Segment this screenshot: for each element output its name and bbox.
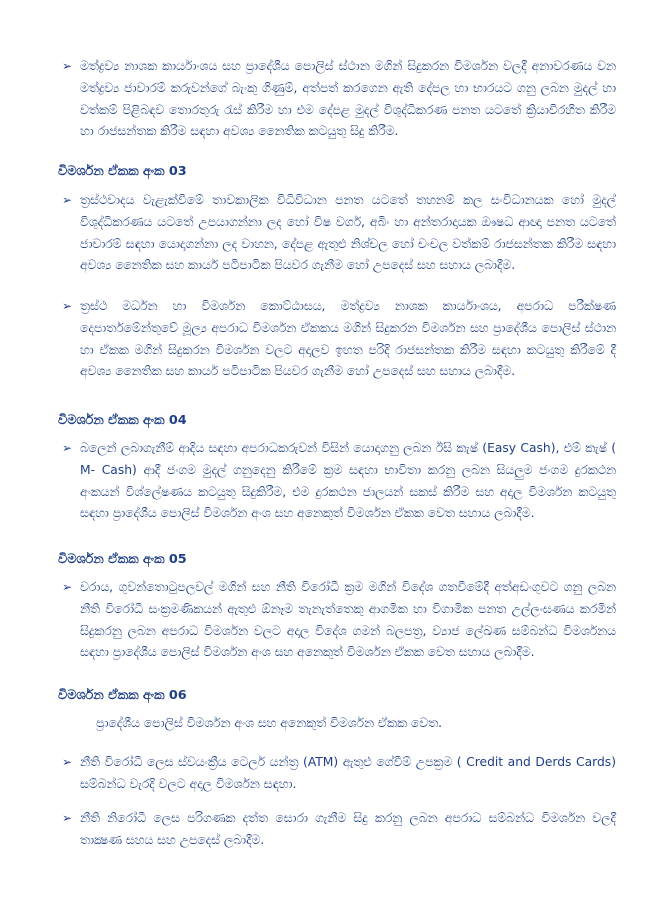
bullet-arrow-icon: ➢ — [62, 441, 73, 455]
section-heading: විමර්ශන ඒකක අංක 04 — [58, 413, 187, 428]
paragraph-text: ත්‍රස්ථවාදය වැළැක්වීමේ තාවකාලික විධිවිධාන පනත යටතේ තහනම් කල සංවිධානයක හෝ මුදල් විශුද්ධිකරණය යටතේ උපයාගන්නා ලද හෝ විෂ වර්ග, අබිං හා අන්තරාදායක ඖෂධ ආඥා පනත යටතේ ජාවාරම් සඳහා යොදාගන්නා ලද වාහන, දේපළ ඇතුළු නිශ්චල හෝ චංචල වත්කම් රාජසන්තක කිරීම සඳහා අවශ්‍ය නෛතික සහ කාර්ය පටිපාටික පියවර ගැනීම හෝ උපදෙස් සහ සහාය ලබාදීම. — [80, 193, 616, 273]
bullet-arrow-icon: ➢ — [62, 299, 73, 313]
bullet-arrow-icon: ➢ — [62, 59, 73, 73]
plain-paragraph: ප්‍රාදේශීය පොලිස් විමර්ශන අංශ සහ අනෙකුත් විමර්ශන ඒකක වෙත. — [96, 716, 443, 730]
bullet-item — [62, 190, 616, 277]
paragraph-text: මත්ද්‍රව්‍ය නාශක කාර්යාංශය සහ ප්‍රාදේශීය පොලිස් ස්ථාන මගින් සිදුකරන විමර්ශන වලදී අනාවරණය වන මත්ද්‍රව්‍ය ජාවාරම් කරුවන්ගේ බැංකු ගිණුම්, අත්පත් කරගෙන ඇති දේපල හා භාරයට ගනු ලබන මුදල් හා වත්කම් පිළිබඳව තොරතුරු රැස් කිරීම හා එම දේපළ මුදල් විශුද්ධිකරණ පනත යටතේ ක්‍රියාවිරහිත කිරීම හා රාජසන්තක කිරීම සඳහා අවශ්‍ය නෛතික කටයුතු සිදු කිරීම. — [80, 59, 616, 139]
paragraph-text: වරාය, ගුවන්තොටුපලවල් මගින් සහ නීති විරෝධී ක්‍රම මගින් විදේශ ගතවීමේදී අත්අඩංගුවට ගනු ලබන නීති විරෝධී සංක්‍රමණිකයන් ඇතුළු ඕනෑම තැනැත්තෙකු ආගමික හා විගාමික පනත උල්ලංඝණය කරමින් සිදුකරනු ලබන අපරාධ විමර්ශන වලට අදාල විදේශ ගමන් බලපත්‍ර, ව්‍යාජ ලේඛණ සම්බන්ධ විමර්ශනය සඳහා ප්‍රාදේශීය පොලිස් විමර්ශන අංශ සහ අනෙකුත් විමර්ශන ඒකක වෙත සහාය ලබාදීම. — [80, 580, 616, 660]
bullet-arrow-icon: ➢ — [62, 755, 73, 769]
paragraph-text: නීති නිරෝධී ලෙස පරිගණක දත්ත සොරා ගැනීම සිදු කරනු ලබන අපරාධ සම්බන්ධ විමර්ශන වලදී තාක්‍ෂණ සහය සහ උපදෙස් ලබාදීම. — [80, 811, 616, 847]
section-heading: විමර්ශන ඒකක අංක 06 — [58, 688, 187, 703]
section-heading: විමර්ශන ඒකක අංක 03 — [58, 164, 187, 179]
paragraph-text: ත්‍රස්ථ මර්ධන හා විමර්ශන කොට්ඨාසය, මත්ද්‍රව්‍ය නාශක කාර්යාංශය, අපරාධ පරීක්ෂණ දෙපාර්තමේන්තුවේ මූල්‍ය අපරාධ විමර්ශන ඒකකය මගින් සිදුකරන විමර්ශන සහ ප්‍රාදේශීය පොලිස් ස්ථාන හා ඒකක මගින් සිදුකරන විමර්ශන වලට අදාලව ඉහත පරිදි රාජසන්තක කිරීම සඳහා කටයුතු කිරීමේ දී අවශ්‍ය නෛතික සහ කාර්ය පටිපාටික පියවර ගැනීම හෝ උපදෙස් සහ සහාය ලබාදීම. — [80, 299, 616, 379]
paragraph-text: බලෙන් ලබාගැනීම් ආදිය සඳහා අපරාධකරුවන් විසින් යොදාගනු ලබන ඊසි කැෂ් (Easy Cash), එම් කැෂ් ( M- Cash) ආදී ජංගම මුදල් ගනුදෙනු කිරීමේ ක්‍රම සඳහා භාවිතා කරනු ලබන සියලුම ජංගම දුරකථන අංකයන් විශ්ලේෂණය කටයුතු සිදුකිරීම, එම දුරකථන ජාලයන් සකස් කිරීම සහ අදාල විමර්ශන කටයුතු සඳහා ප්‍රාදේශීය පොලිස් විමර්ශන අංශ සහ අනෙකුත් විමර්ශන ඒකක වෙත සහාය ලබාදීම. — [80, 441, 616, 521]
paragraph-text: නීති විරෝධී ලෙස ස්වයංක්‍රීය ටෙලර් යන්ත්‍ර (ATM) ඇතුළු ගේවීම් උපක්‍රම ( Credit and Derds Cards) සම්බන්ධ වැරදි වලට අදාල විමර්ශන සඳහා. — [80, 755, 616, 791]
bullet-arrow-icon: ➢ — [62, 580, 73, 594]
section-heading: විමර්ශන ඒකක අංක 05 — [58, 552, 187, 567]
bullet-item — [62, 577, 616, 664]
bullet-item — [62, 438, 616, 525]
bullet-arrow-icon: ➢ — [62, 811, 73, 825]
bullet-item — [62, 752, 616, 796]
bullet-item — [62, 808, 616, 852]
bullet-arrow-icon: ➢ — [62, 193, 73, 207]
bullet-item — [62, 56, 616, 143]
bullet-item — [62, 296, 616, 383]
